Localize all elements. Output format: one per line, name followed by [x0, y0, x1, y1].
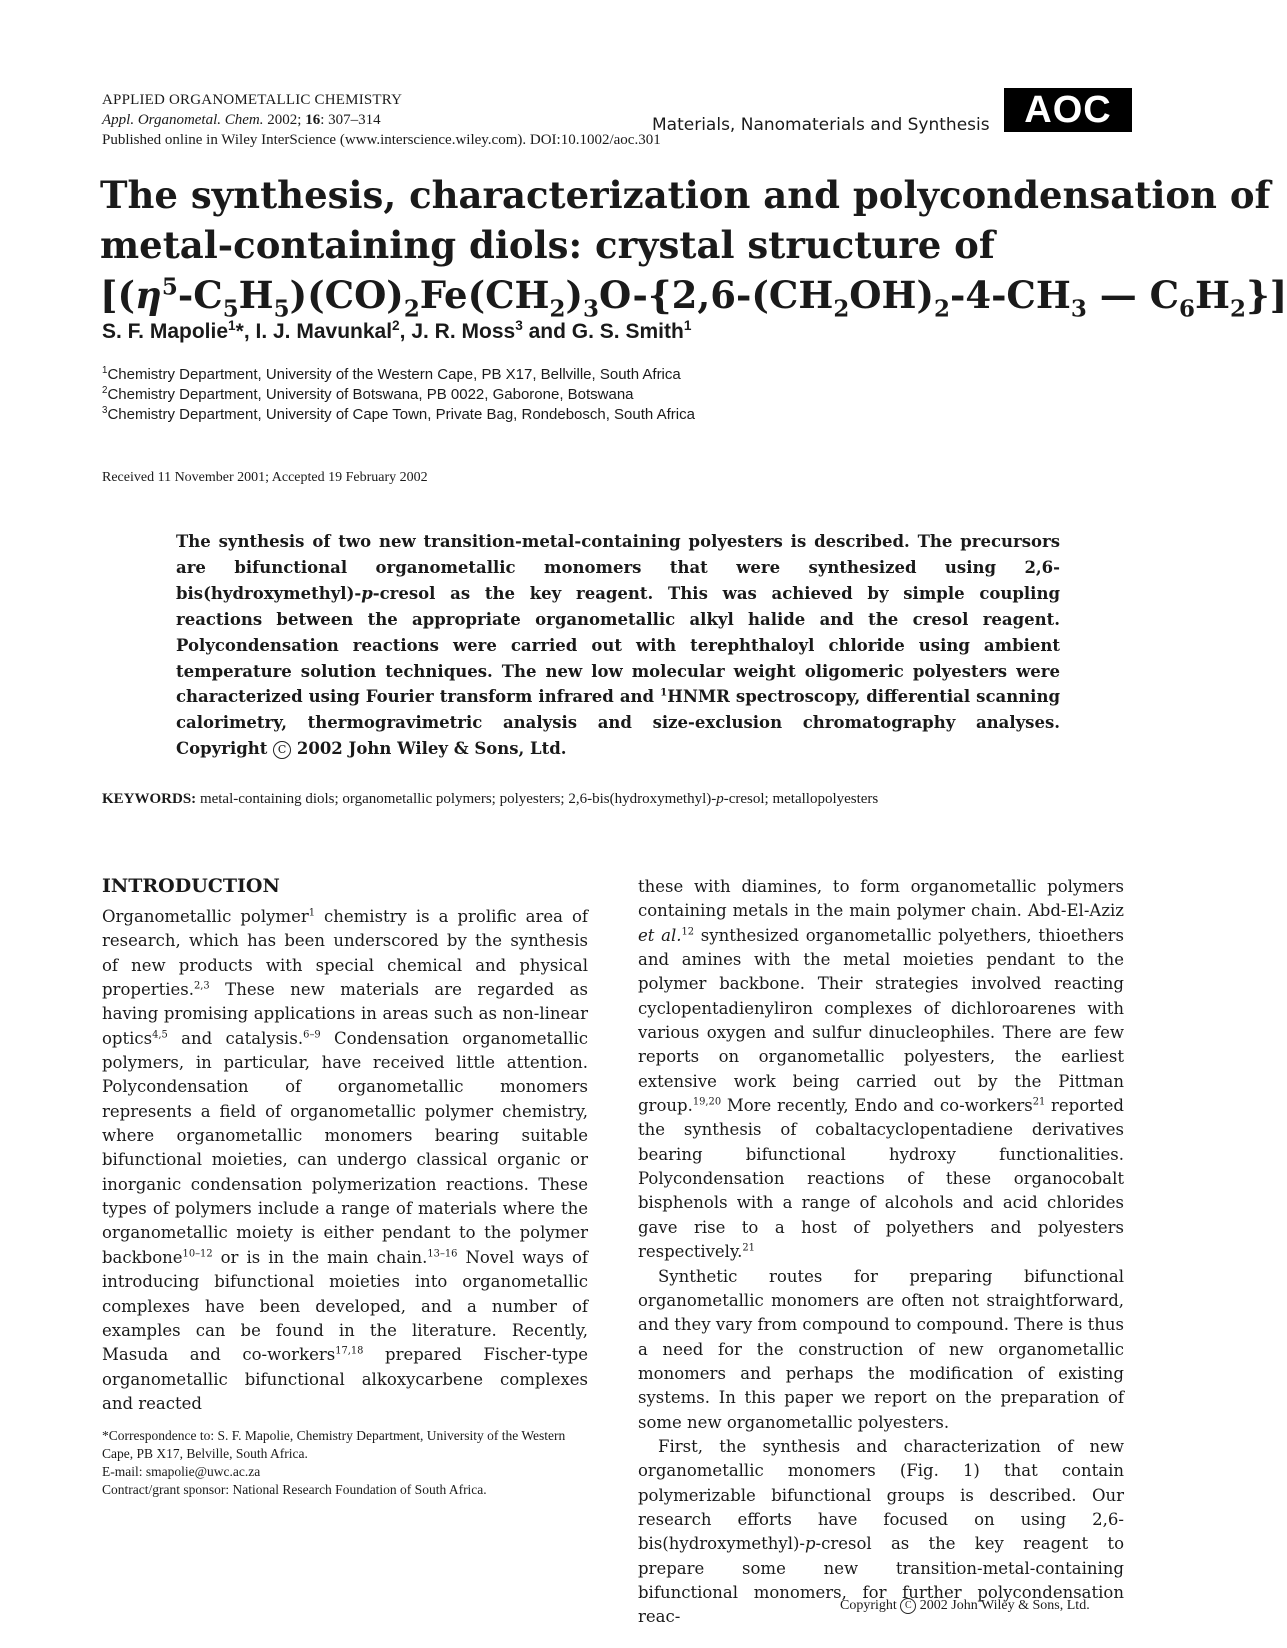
affiliation-2: $^2$Chemistry Department, University of Botswana, PB 0022, Gaborone, Botswana — [102, 385, 634, 403]
body-column-right — [638, 875, 1124, 1630]
email-note: E-mail: smapolie@uwc.ac.za — [102, 1464, 261, 1479]
citation-journal: Appl. Organometal. Chem. — [102, 112, 264, 128]
author-list — [102, 320, 691, 344]
paragraph: Organometallic polymer$^1$ chemistry is a prolific area of research, which has been underscored by the synthesis of new products with special chemical and physical properties.$^{2,3}$ These new materials are regarded as having promising applications in areas such as non-linear optics$^{4,5}$ and catalysis.$^{6-9}$ Condensation organometallic polymers, in particular, have received little attention. Polycondensation of organometallic monomers represents a field of organometallic polymer chemistry, where organometallic monomers bearing suitable bifunctional moieties, can undergo classical organic or inorganic condensation polymerization reactions. These types of polymers include a range of materials where the organometallic moiety is either pendant to the polymer backbone$^{10-12}$ or is in the main chain.$^{13-16}$ Novel ways of introducing bifunctional moieties into organometallic complexes have been developed, and a number of examples can be found in the literature. Recently, Masuda and co-workers$^{17,18}$ prepared Fischer-type organometallic bifunctional alkoxycarbene complexes and reacted — [102, 907, 588, 1413]
correspondence-note: *Correspondence to: S. F. Mapolie, Chemistry Department, University of the Western Cape, PB X17, Belville, South Africa. — [102, 1428, 566, 1461]
paragraph: Synthetic routes for preparing bifunctional organometallic monomers are often not straightforward, and they vary from compound to compound. There is thus a need for the construction of new organometallic monomers and perhaps the modification of existing systems. In this paper we report on the preparation of some new organometallic polyesters. — [638, 1266, 1124, 1432]
section-heading-introduction: INTRODUCTION — [102, 875, 280, 897]
title-line-2: metal-containing diols: crystal structure of — [100, 223, 995, 267]
footnote — [102, 1427, 592, 1499]
author: S. F. Mapolie$^1$*, — [102, 318, 256, 343]
copyright-icon: C — [900, 1598, 916, 1614]
author: J. R. Moss$^3$ and — [411, 318, 572, 343]
footer-copyright: Copyright C 2002 John Wiley & Sons, Ltd. — [840, 1598, 1090, 1613]
paragraph: these with diamines, to form organometallic polymers containing metals in the main polymer chain. Abd-El-Aziz et al.$^{12}$ synthesized organometallic polyethers, thioethers and amines with the metal moieties pendant to the polymer backbone. Their strategies involved reacting cyclopentadienyliron complexes of dichloroarenes with various oxygen and sulfur dinucleophiles. There are few reports on organometallic polyesters, the earliest extensive work being carried out by the Pittman group.$^{19,20}$ More recently, Endo and co-workers$^{21}$ reported the synthesis of cobaltacyclopentadiene derivatives bearing bifunctional hydroxy functionalities. Polycondensation reactions of these organocobalt bisphenols with a range of alcohols and acid chlorides gave rise to a host of polyethers and polyesters respectively.$^{21}$ — [638, 877, 1124, 1262]
copyright-icon: C — [273, 741, 291, 759]
keywords: KEYWORDS: metal-containing diols; organometallic polymers; polyesters; 2,6-bis(hydroxymethyl)-p-cresol; metallopolyesters — [102, 791, 879, 807]
citation-line — [102, 112, 381, 129]
affiliation-1: $^1$Chemistry Department, University of the Western Cape, PB X17, Bellville, South Africa — [102, 365, 681, 383]
citation-volume: 16 — [305, 112, 321, 128]
published-online-line: Published online in Wiley InterScience (www.interscience.wiley.com). DOI:10.1002/aoc.301 — [102, 132, 661, 148]
keywords-label: KEYWORDS: — [102, 791, 197, 807]
body-column-left — [102, 905, 588, 1416]
author: G. S. Smith$^1$ — [571, 318, 692, 343]
journal-logo: AOC — [1004, 88, 1132, 132]
citation-year: 2002; — [263, 112, 306, 128]
title-line-1: The synthesis, characterization and polycondensation of — [100, 173, 1271, 217]
citation-pages: : 307–314 — [320, 112, 381, 128]
affiliation-3: $^3$Chemistry Department, University of Cape Town, Private Bag, Rondebosch, South Africa — [102, 405, 695, 423]
journal-name: APPLIED ORGANOMETALLIC CHEMISTRY — [102, 92, 403, 108]
abstract: The synthesis of two new transition-metal-containing polyesters is described. The precursors are bifunctional organometallic monomers that were synthesized using 2,6-bis(hydroxymethyl)-p-cresol as the key reagent. This was achieved by simple coupling reactions between the appropriate organometallic alkyl halide and the cresol reagent. Polycondensation reactions were carried out with terephthaloyl chloride using ambient temperature solution techniques. The new low molecular weight oligomeric polyesters were characterized using Fourier transform infrared and $^1$HNMR spectroscopy, differential scanning calorimetry, thermogravimetric analysis and size-exclusion chromatography analyses. Copyright C 2002 John Wiley & Sons, Ltd. — [176, 532, 1060, 759]
title-formula: [$(\eta^5-C_5H_5)(CO)_2Fe(CH_2)_3O-\{2,6-(CH_2OH)_2-4-CH_3$ — $C_6H_2$}] — [100, 273, 1287, 323]
sponsor-note: Contract/grant sponsor: National Research Foundation of South Africa. — [102, 1482, 487, 1497]
paragraph: First, the synthesis and characterization of new organometallic monomers (Fig. 1) that contain polymerizable bifunctional groups is described. Our research efforts have focused on using 2,6-bis(hydroxymethyl)-p-cresol as the key reagent to prepare some new transition-metal-containing bifunctional monomers, for further polycondensation reac- — [638, 1436, 1124, 1627]
section-label: Materials, Nanomaterials and Synthesis — [652, 115, 990, 135]
received-dates: Received 11 November 2001; Accepted 19 February 2002 — [102, 470, 428, 485]
article-title — [100, 170, 1287, 323]
author: I. J. Mavunkal$^2$, — [255, 318, 412, 343]
